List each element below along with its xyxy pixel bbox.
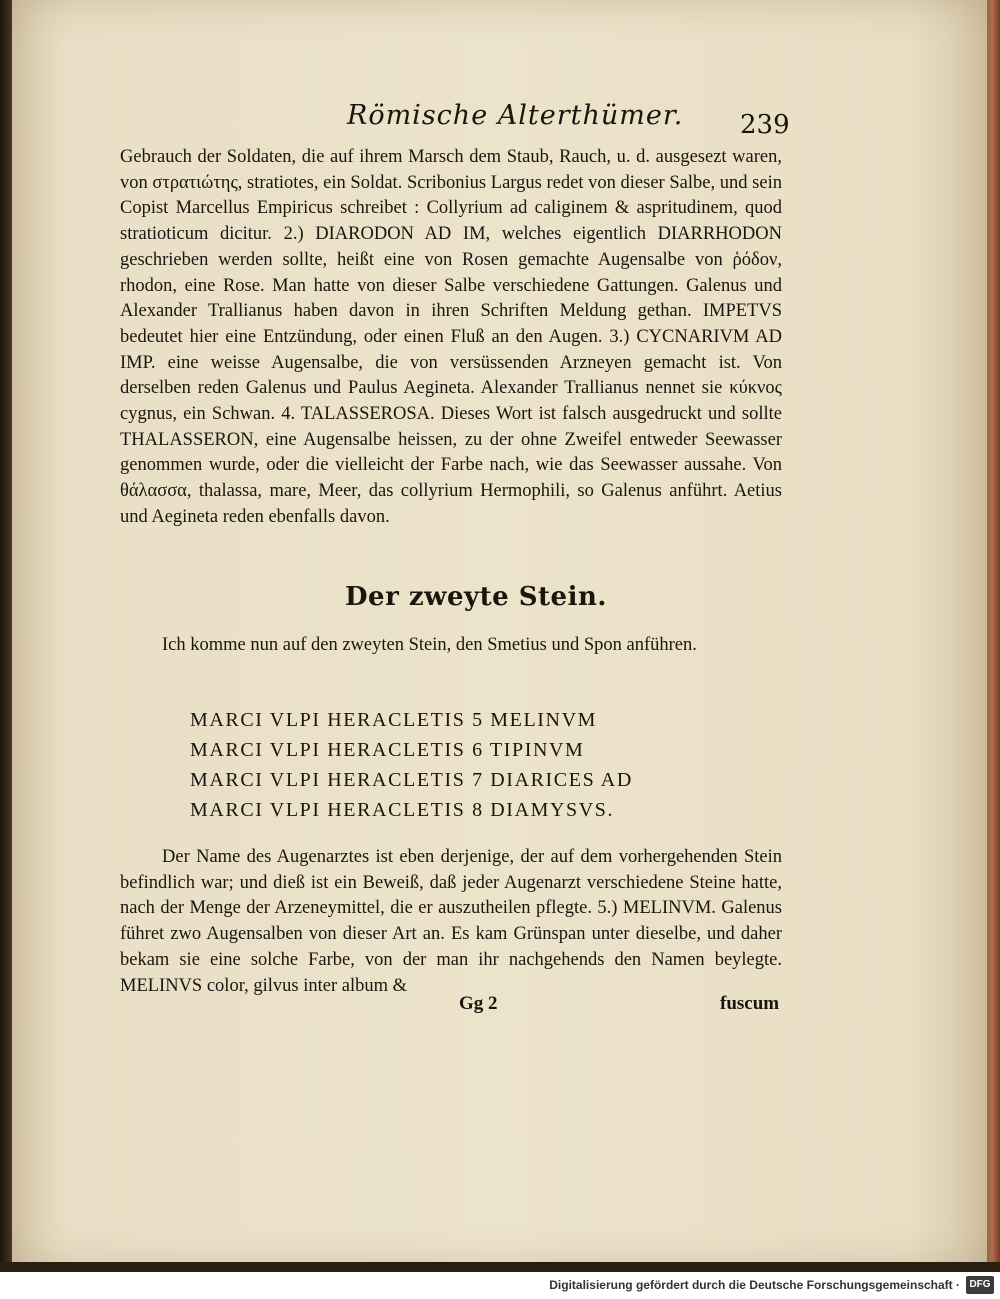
paragraph-2: Ich komme nun auf den zweyten Stein, den Smetius und Spon anführen. [162, 635, 697, 655]
inscription-line: MARCI VLPI HERACLETIS 5 MELINVM [190, 709, 598, 731]
inscription-line: MARCI VLPI HERACLETIS 8 DIAMYSVS. [190, 799, 615, 821]
inscription-line: MARCI VLPI HERACLETIS 7 DIARICES AD [190, 769, 633, 791]
inscription-list [190, 705, 633, 825]
page-number: 239 [740, 110, 790, 140]
scan-bottom-edge [0, 1262, 1000, 1272]
inscription-line: MARCI VLPI HERACLETIS 6 TIPINVM [190, 739, 585, 761]
book-edge [987, 0, 1000, 1272]
running-head: Römische Alterthümer. [347, 100, 684, 131]
paragraph-3: Der Name des Augenarztes ist eben derjenige, der auf dem vorhergehenden Stein befindlich war; und dieß ist ein Beweiß, daß jeder Augenarzt verschiedene Steine hatte, nach der Menge der Arzeneymittel, die er auszutheilen pflegte. 5.) MELINVM. Galenus führet zwo Augensalben von dieser Art an. Es kam Grünspan unter dieselbe, und daher bekam sie eine solche Farbe, von der man ihr nachgehends den Namen beylegte. MELINVS color, gilvus inter album & [120, 847, 782, 996]
book-gutter [0, 0, 12, 1272]
section-heading: Der zweyte Stein. [345, 582, 607, 612]
catchword: fuscum [720, 993, 780, 1014]
footer-credit: Digitalisierung gefördert durch die Deutsche Forschungsgemeinschaft · [549, 1278, 960, 1292]
paragraph-1: Gebrauch der Soldaten, die auf ihrem Marsch dem Staub, Rauch, u. d. ausgesezt waren, von στρατιώτης, stratiotes, ein Soldat. Scribonius Largus redet von dieser Salbe, und sein Copist Marcellus Empiricus schreibet : Collyrium ad caliginem & aspritudinem, quod stratioticum dicitur. 2.) DIARODON AD IM, welches eigentlich DIARRHODON geschrieben werden sollte, heißt eine von Rosen gemachte Augensalbe von ῥόδον, rhodon, eine Rose. Man hatte von dieser Salbe verschiedene Gattungen. Galenus und Alexander Trallianus haben davon in ihren Schriften Meldung gethan. IMPETVS bedeutet hier eine Entzündung, oder einen Fluß an den Augen. 3.) CYCNARIVM AD IMP. eine weisse Augensalbe, die von versüssenden Arzneyen gemacht ist. Von derselben reden Galenus und Paulus Aegineta. Alexander Trallianus nennet sie κύκνος cygnus, ein Schwan. 4. TALASSEROSA. Dieses Wort ist falsch ausgedruckt und sollte THALASSERON, eine Augensalbe heissen, zu der ohne Zweifel entweder Seewasser genommen wurde, oder die vielleicht der Farbe nach, wie das Seewasser aussahe. Von θάλασσα, thalassa, mare, Meer, das collyrium Hermophili, so Galenus anführt. Aetius und Aegineta reden ebenfalls davon. [120, 147, 782, 527]
dfg-logo-icon: DFG [966, 1276, 994, 1294]
signature-mark: Gg 2 [459, 993, 498, 1014]
book-page [12, 0, 987, 1268]
